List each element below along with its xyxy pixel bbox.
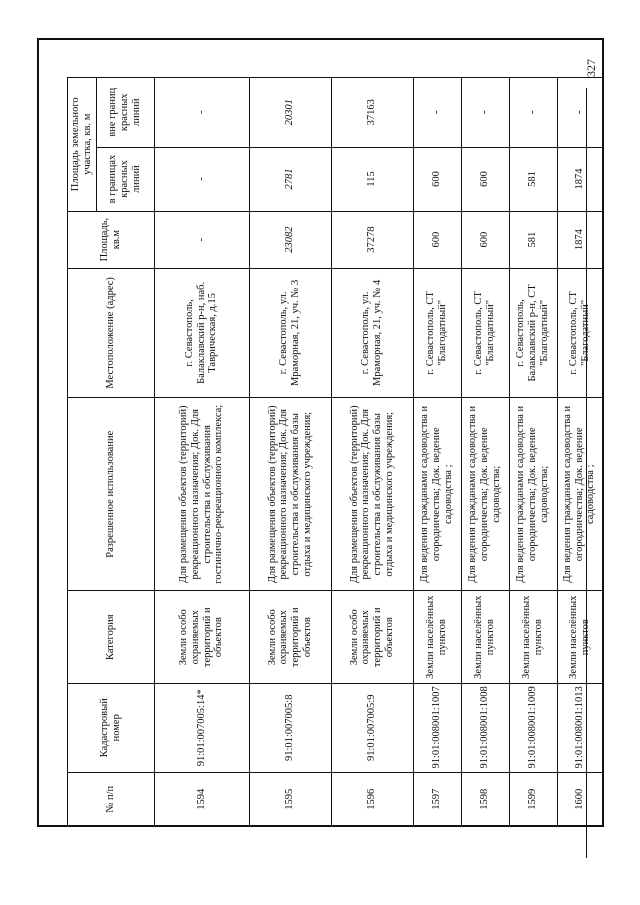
cell-area: 1874 [557,211,602,268]
cell-within-red-lines: 600 [413,147,461,211]
cell-num: 1598 [461,772,509,826]
cell-location: г. Севастополь, СТ "Благодатный" [413,268,461,397]
land-plots-table [67,77,603,827]
table-row [557,78,602,827]
table-row [461,78,509,827]
cell-outside-red-lines: - [413,78,461,148]
cell-location: г. Севастополь, СТ "Благодатный" [461,268,509,397]
cell-within-red-lines: 600 [461,147,509,211]
cell-area: 37278 [331,211,413,268]
rotated-table-wrapper [67,77,597,827]
cell-num: 1596 [331,772,413,826]
cell-num: 1594 [154,772,249,826]
cell-cadastral: 91:01:008001:1007 [413,684,461,773]
cell-category: Земли населённых пунктов [461,591,509,684]
cell-outside-red-lines: - [509,78,557,148]
cell-permitted-use: Для размещения объектов (территорий) рекреационного назначения; Док. Для строительства и обслуживания базы отдыха и медицинского учреждения; [331,398,413,591]
cell-area: 23082 [249,211,331,268]
cell-within-red-lines: 581 [509,147,557,211]
rotated-table-area [67,77,640,813]
cell-within-red-lines: 2781 [249,147,331,211]
cell-location: г. Севастополь, СТ "Благодатный" [557,268,602,397]
cell-cadastral: 91:01:008001:1009 [509,684,557,773]
cell-outside-red-lines: - [154,78,249,148]
header-category: Категория [68,591,155,684]
cell-num: 1597 [413,772,461,826]
table-row [413,78,461,827]
cell-num: 1600 [557,772,602,826]
cell-outside-red-lines: - [461,78,509,148]
cell-num: 1595 [249,772,331,826]
header-land-area-group: Площадь земельного участка, кв. м [68,78,97,212]
cell-location: г. Севастополь, ул. Мраморная, 21, уч. № 3 [249,268,331,397]
cell-area: 600 [461,211,509,268]
cell-num: 1599 [509,772,557,826]
cell-category: Земли населённых пунктов [413,591,461,684]
cell-permitted-use: Для ведения гражданами садоводства и огородничества; Док. ведение садоводства ; [557,398,602,591]
table-row [154,78,249,827]
table-row [249,78,331,827]
cell-permitted-use: Для ведения гражданами садоводства и огородничества; Док. ведение садоводства; [509,398,557,591]
cell-permitted-use: Для размещения объектов (территорий) рекреационного назначения; Док. Для строительства и обслуживания базы отдыха и медицинского учреждения; [249,398,331,591]
cell-permitted-use: Для ведения гражданами садоводства и огородничества; Док. ведение садоводства; [461,398,509,591]
table-row [509,78,557,827]
cell-within-red-lines: 1874 [557,147,602,211]
cell-cadastral: 91:01:008001:1013 [557,684,602,773]
header-outside-red-lines: вне границ красных линий [96,78,154,148]
header-within-red-lines: в границах красных линий [96,147,154,211]
cell-outside-red-lines: - [557,78,602,148]
cell-location: г. Севастополь, Балаклавский р-н, СТ "Благодатный" [509,268,557,397]
cell-outside-red-lines: 37163 [331,78,413,148]
cell-area: - [154,211,249,268]
cell-permitted-use: Для размещения объектов (территорий) рекреационного назначения; Док. Для строительства и обслуживания гостинично-рекреационного комплекса; [154,398,249,591]
cell-within-red-lines: 115 [331,147,413,211]
cell-cadastral: 91:01:007005:9 [331,684,413,773]
page-number: 327 [584,59,598,77]
cell-area: 581 [509,211,557,268]
cell-category: Земли особо охраняемых территорий и объектов [154,591,249,684]
cell-outside-red-lines: 20301 [249,78,331,148]
cell-cadastral: 91:01:007005:14* [154,684,249,773]
header-location: Местоположение (адрес) [68,268,155,397]
cell-within-red-lines: - [154,147,249,211]
cell-category: Земли населённых пунктов [509,591,557,684]
cell-location: г. Севастополь, Балаклавский р-н, наб. Таврическая, д.15 [154,268,249,397]
header-permitted-use: Разрешенное использование [68,398,155,591]
cell-permitted-use: Для ведения гражданами садоводства и огородничества; Док. ведение садоводства ; [413,398,461,591]
cell-category: Земли особо охраняемых территорий и объектов [331,591,413,684]
header-num: № п/п [68,772,155,826]
cell-category: Земли особо охраняемых территорий и объектов [249,591,331,684]
cell-cadastral: 91:01:008001:1008 [461,684,509,773]
cell-area: 600 [413,211,461,268]
cell-cadastral: 91:01:007005:8 [249,684,331,773]
header-cadastral: Кадастровый номер [68,684,155,773]
cell-location: г. Севастополь, ул. Мраморная, 21, уч. № 4 [331,268,413,397]
table-row [331,78,413,827]
header-area: Площадь, кв.м [68,211,155,268]
cell-category: Земли населённых пунктов [557,591,602,684]
